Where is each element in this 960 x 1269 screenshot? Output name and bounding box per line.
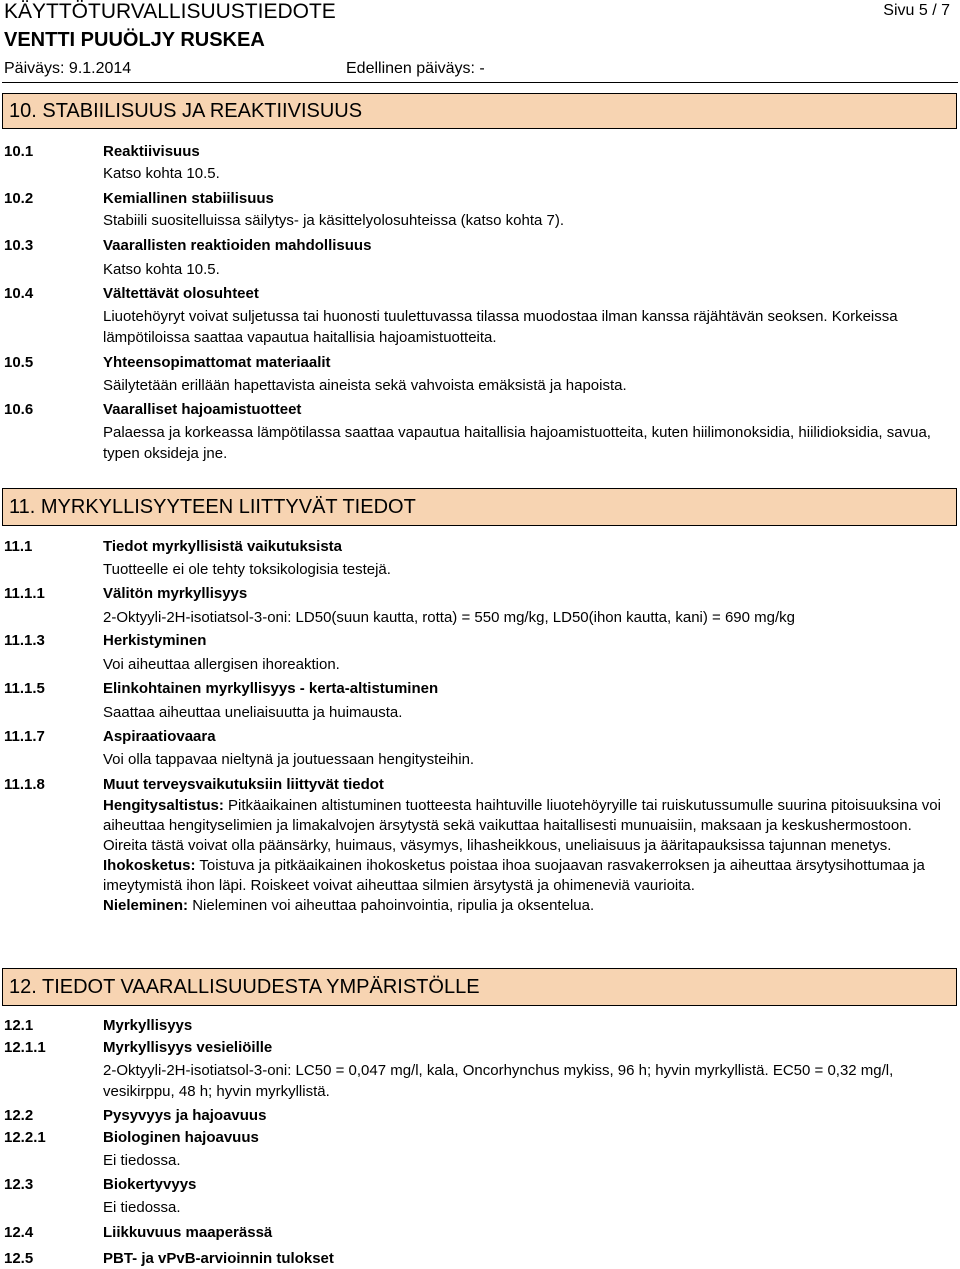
item-body: Säilytetään erillään hapettavista aineista sekä vahvoista emäksistä ja hapoista. xyxy=(103,377,627,394)
ingestion-text: Nieleminen voi aiheuttaa pahoinvointia, ripulia ja oksentelua. xyxy=(188,897,595,914)
inhalation-label: Hengitysaltistus: xyxy=(103,797,224,814)
item-title: Vaarallisten reaktioiden mahdollisuus xyxy=(103,237,372,254)
item-body: Voi aiheuttaa allergisen ihoreaktion. xyxy=(103,656,340,673)
item-title: Myrkyllisyys vesieliöille xyxy=(103,1039,273,1056)
item-number: 12.3 xyxy=(4,1176,34,1193)
item-title: Vältettävät olosuhteet xyxy=(103,285,259,302)
item-body: Saattaa aiheuttaa uneliaisuutta ja huimausta. xyxy=(103,704,403,721)
item-body: Katso kohta 10.5. xyxy=(103,261,220,278)
item-number: 10.6 xyxy=(4,401,34,418)
page-number: Sivu 5 / 7 xyxy=(883,2,950,19)
item-body: Liuotehöyryt voivat suljetussa tai huonosti tuulettuvassa tilassa muodostaa ilman kanssa räjähtävän seoksen. Korkeissa lämpötiloissa saattaa vapautua haitallisia hajoamistuotteita. xyxy=(103,308,898,346)
item-title: Tiedot myrkyllisistä vaikutuksista xyxy=(103,538,342,555)
item-title: Yhteensopimattomat materiaalit xyxy=(103,354,331,371)
item-number: 11.1.7 xyxy=(4,728,45,745)
item-number: 10.2 xyxy=(4,190,34,207)
item-number: 11.1 xyxy=(4,538,33,555)
item-title: Liikkuvuus maaperässä xyxy=(103,1224,273,1241)
item-title: Vaaralliset hajoamistuotteet xyxy=(103,401,302,418)
document-title: KÄYTTÖTURVALLISUUSTIEDOTE xyxy=(4,0,336,23)
item-number: 12.2.1 xyxy=(4,1129,46,1146)
item-title: Herkistyminen xyxy=(103,632,207,649)
ingestion-label: Nieleminen: xyxy=(103,897,189,914)
item-body: Palaessa ja korkeassa lämpötilassa saattaa vapautua haitallisia hajoamistuotteita, kuten hiilimonoksidia, hiilidioksidia, savua, typen oksideja jne. xyxy=(103,424,931,462)
item-number: 10.5 xyxy=(4,354,34,371)
header-divider xyxy=(2,82,958,83)
item-title: Aspiraatiovaara xyxy=(103,728,216,745)
section-heading-10: 10. STABIILISUUS JA REAKTIIVISUUS xyxy=(2,93,957,129)
inhalation-text: Pitkäaikainen altistuminen tuotteesta haihtuville liuotehöyryille tai ruiskutussumulle suurina pitoisuuksina voi aiheuttaa hengityselimien ja limakalvojen ärsytystä sekä vaikuttaa haitallisesti munuaisiin, maksaan ja keskushermostoon. Oireita tästä voivat olla päänsärky, huimaus, väsymys, lihasheikkous, uneliaisuus ja ääritapauksissa tajunnan menetys. xyxy=(103,797,941,854)
item-title: Biologinen hajoavuus xyxy=(103,1129,259,1146)
item-title: Elinkohtainen myrkyllisyys - kerta-altistuminen xyxy=(103,680,439,697)
inhalation-paragraph xyxy=(103,796,958,856)
item-title: Välitön myrkyllisyys xyxy=(103,585,248,602)
item-number: 12.1 xyxy=(4,1017,34,1034)
item-number: 11.1.1 xyxy=(4,585,45,602)
document-date: Päiväys: 9.1.2014 xyxy=(4,60,132,77)
skin-paragraph xyxy=(103,856,958,896)
item-number: 11.1.5 xyxy=(4,680,45,697)
section-heading-11: 11. MYRKYLLISYYTEEN LIITTYVÄT TIEDOT xyxy=(2,488,957,526)
item-number: 12.2 xyxy=(4,1107,34,1124)
item-title: Pysyvyys ja hajoavuus xyxy=(103,1107,267,1124)
previous-date: Edellinen päiväys: - xyxy=(346,60,485,77)
item-number: 10.3 xyxy=(4,237,34,254)
item-title: Reaktiivisuus xyxy=(103,143,200,160)
item-number: 12.4 xyxy=(4,1224,34,1241)
ingestion-paragraph xyxy=(103,896,958,916)
item-title: Kemiallinen stabiilisuus xyxy=(103,190,274,207)
item-body: Katso kohta 10.5. xyxy=(103,165,220,182)
item-body: Tuotteelle ei ole tehty toksikologisia testejä. xyxy=(103,561,391,578)
item-body: Ei tiedossa. xyxy=(103,1199,181,1216)
item-number: 12.1.1 xyxy=(4,1039,46,1056)
item-number: 10.1 xyxy=(4,143,34,160)
item-body: 2-Oktyyli-2H-isotiatsol-3-oni: LC50 = 0,047 mg/l, kala, Oncorhynchus mykiss, 96 h; hyvin myrkyllistä. EC50 = 0,32 mg/l, vesikirppu, 48 h; hyvin myrkyllistä. xyxy=(103,1062,894,1100)
item-body: Ei tiedossa. xyxy=(103,1152,181,1169)
item-number: 11.1.8 xyxy=(4,776,45,793)
item-body: 2-Oktyyli-2H-isotiatsol-3-oni: LD50(suun kautta, rotta) = 550 mg/kg, LD50(ihon kautta, kani) = 690 mg/kg xyxy=(103,609,795,626)
item-body: Voi olla tappavaa nieltynä ja joutuessaan hengitysteihin. xyxy=(103,751,475,768)
item-number: 11.1.3 xyxy=(4,632,45,649)
product-name: VENTTI PUUÖLJY RUSKEA xyxy=(4,29,265,51)
item-title: Muut terveysvaikutuksiin liittyvät tiedot xyxy=(103,776,384,793)
skin-text: Toistuva ja pitkäaikainen ihokosketus poistaa ihoa suojaavan rasvakerroksen ja aiheuttaa ärsytysihottumaa ja imeytymistä ihon läpi. Roiskeet voivat aiheuttaa silmien ärsytystä ja ohimeneviä vaurioita. xyxy=(103,857,925,894)
item-number: 10.4 xyxy=(4,285,34,302)
item-body: Stabiili suositelluissa säilytys- ja käsittelyolosuhteissa (katso kohta 7). xyxy=(103,212,565,229)
item-title: PBT- ja vPvB-arvioinnin tulokset xyxy=(103,1250,334,1267)
skin-label: Ihokosketus: xyxy=(103,857,196,874)
section-heading-12: 12. TIEDOT VAARALLISUUDESTA YMPÄRISTÖLLE xyxy=(2,968,957,1006)
item-title: Biokertyvyys xyxy=(103,1176,197,1193)
health-effects-text xyxy=(103,796,958,916)
item-title: Myrkyllisyys xyxy=(103,1017,193,1034)
item-number: 12.5 xyxy=(4,1250,34,1267)
